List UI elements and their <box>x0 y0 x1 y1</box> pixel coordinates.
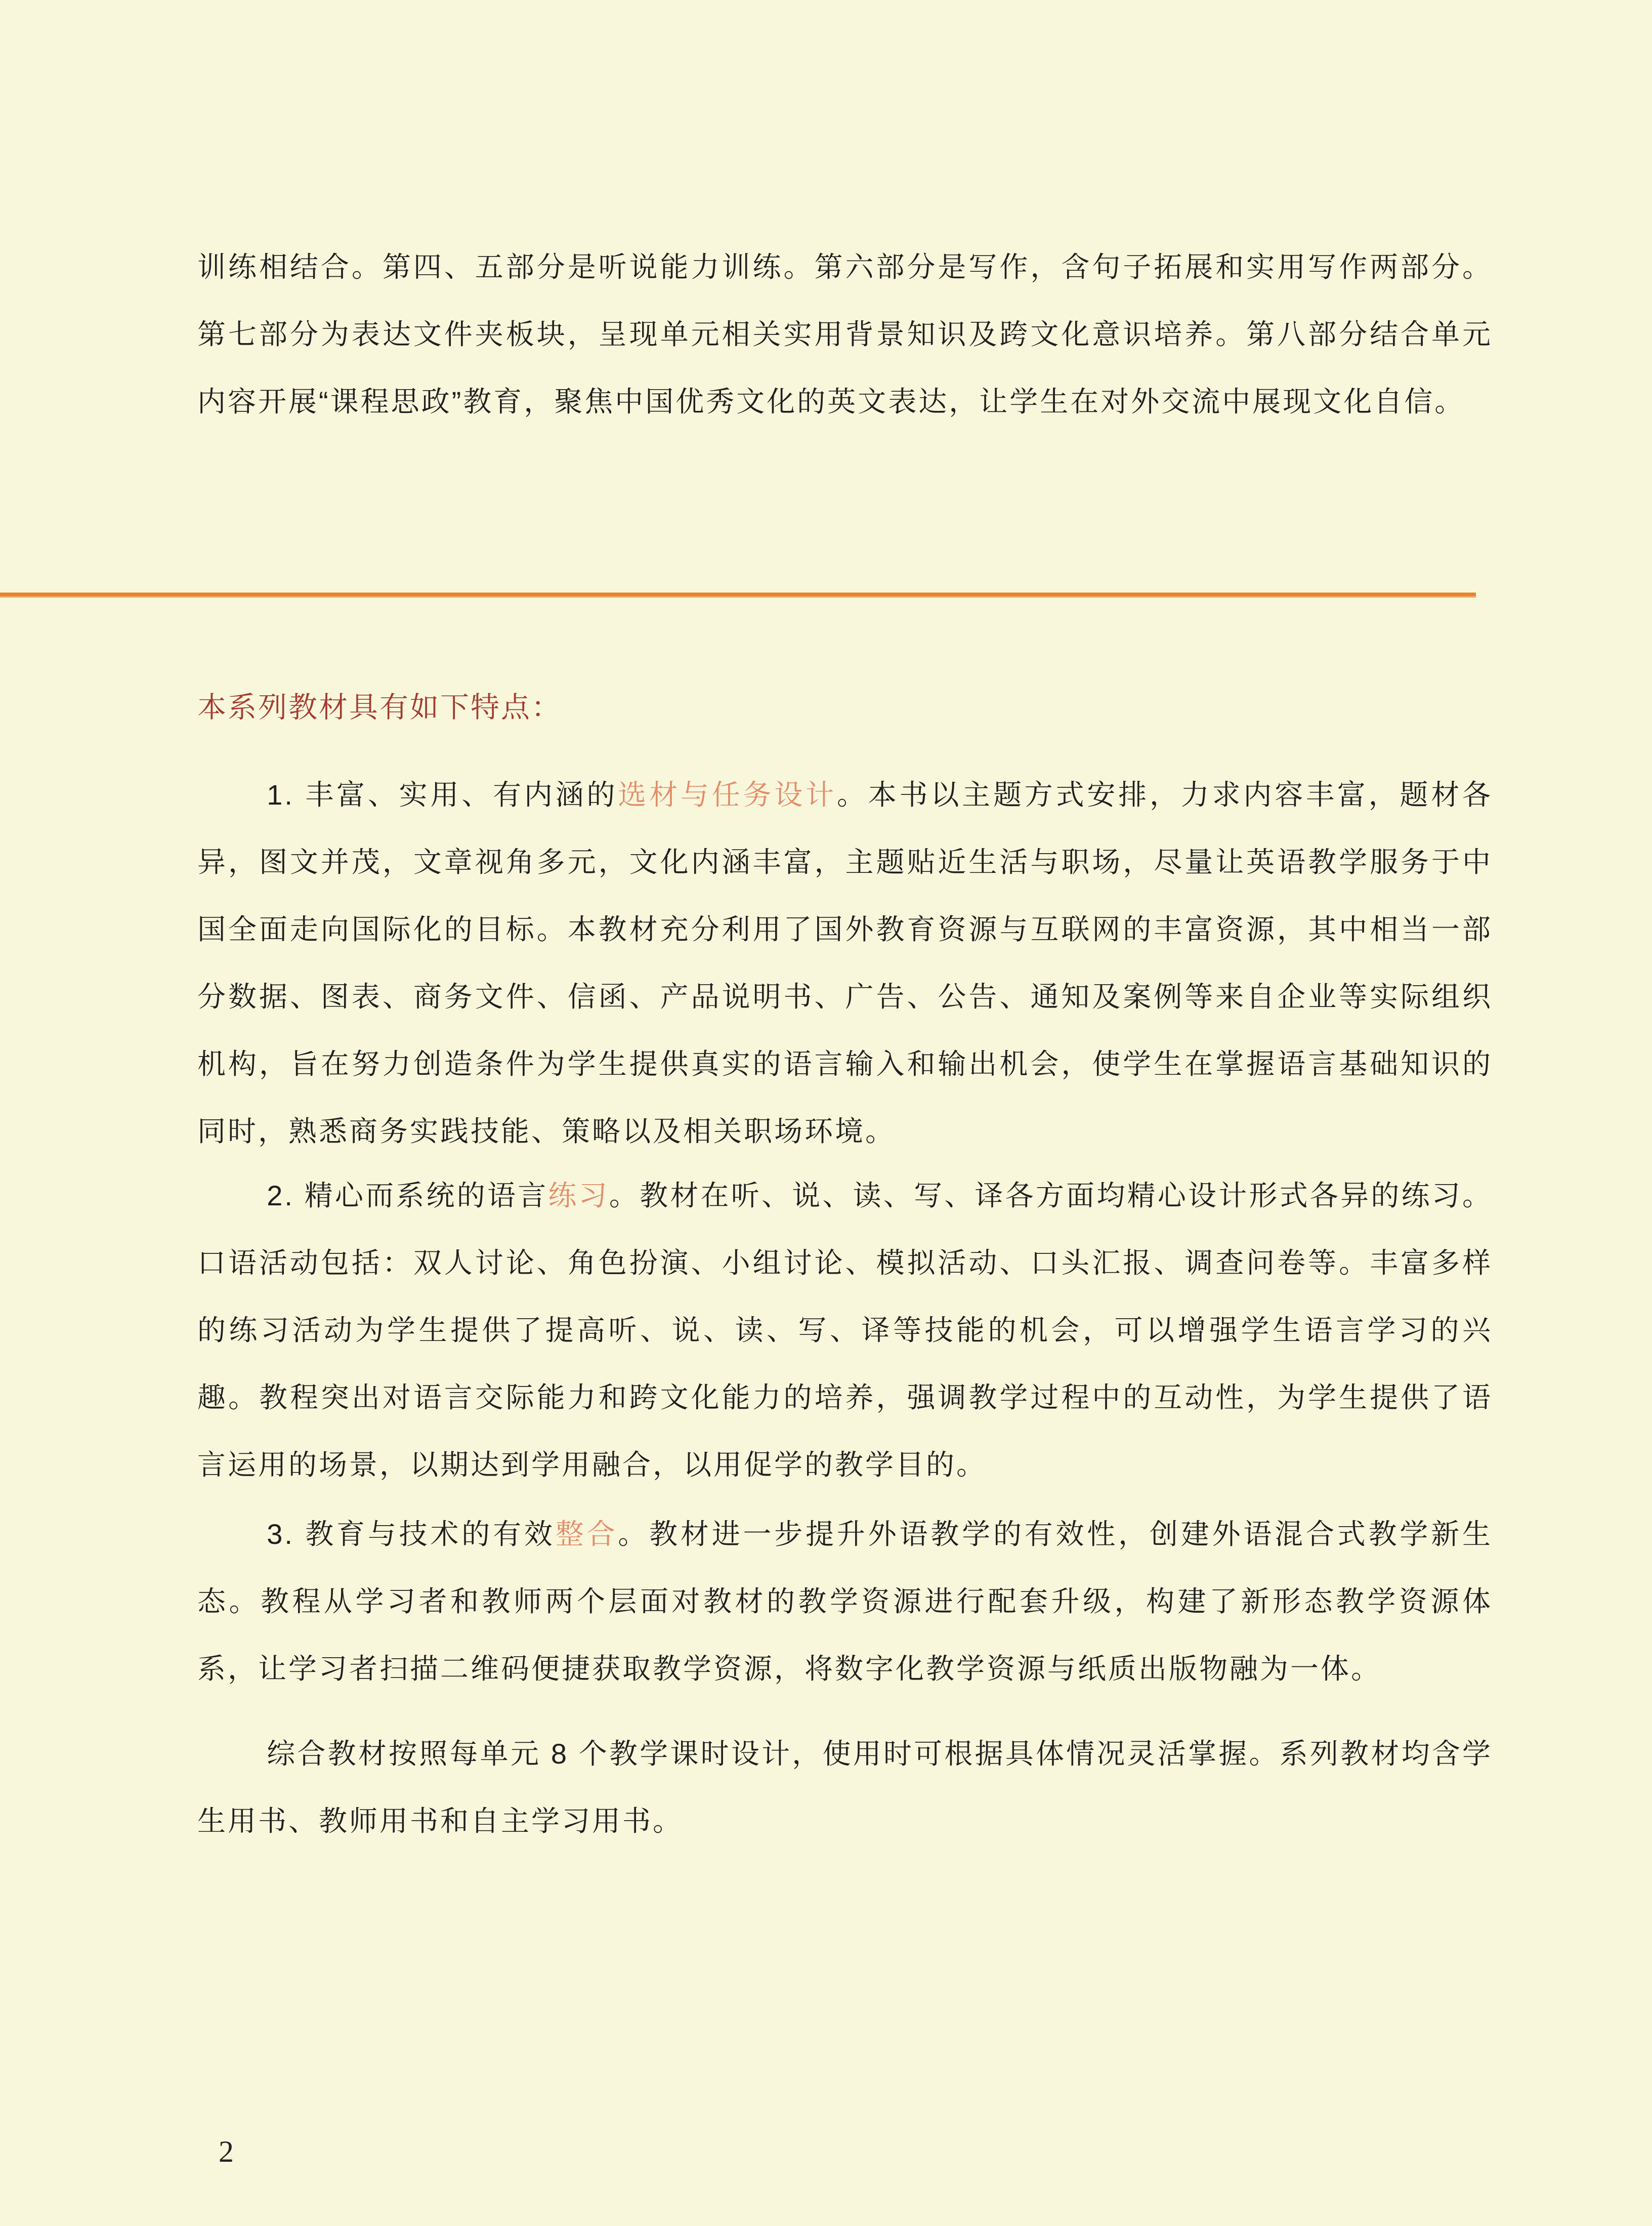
feature-1-highlight: 选材与任务设计 <box>618 779 837 811</box>
closing-paragraph: 综合教材按照每单元 8 个教学课时设计，使用时可根据具体情况灵活掌握。系列教材均含学生用书、教师用书和自主学习用书。 <box>197 1738 1493 1837</box>
feature-3-prefix: 3. 教育与技术的有效 <box>267 1518 556 1550</box>
feature-2-prefix: 2. 精心而系统的语言 <box>267 1180 548 1211</box>
section-heading: 本系列教材具有如下特点： <box>197 691 562 724</box>
feature-2-body: 。教材在听、说、读、写、译各方面均精心设计形式各异的练习。口语活动包括：双人讨论、角色扮演、小组讨论、模拟活动、口头汇报、调查问卷等。丰富多样的练习活动为学生提供了提高听、说、读、写、译等技能的机会，可以增强学生语言学习的兴趣。教程突出对语言交际能力和跨文化能力的培养，强调教学过程中的互动性，为学生提供了语言运用的场景，以期达到学用融合，以用促学的教学目的。 <box>197 1180 1493 1481</box>
feature-1-prefix: 1. 丰富、实用、有内涵的 <box>267 779 618 811</box>
page-number: 2 <box>219 2135 234 2168</box>
feature-2-highlight: 练习 <box>548 1180 609 1211</box>
intro-paragraph: 训练相结合。第四、五部分是听说能力训练。第六部分是写作，含句子拓展和实用写作两部分。第七部分为表达文件夹板块，呈现单元相关实用背景知识及跨文化意识培养。第八部分结合单元内容开展“课程思政”教育，聚焦中国优秀文化的英文表达，让学生在对外交流中展现文化自信。 <box>197 251 1493 417</box>
feature-paragraph-1 <box>197 761 1493 1165</box>
feature-paragraph-3 <box>197 1500 1493 1702</box>
section-divider-rule <box>0 593 1476 598</box>
feature-3-highlight: 整合 <box>555 1518 618 1550</box>
feature-1-body: 。本书以主题方式安排，力求内容丰富，题材各异，图文并茂，文章视角多元，文化内涵丰富，主题贴近生活与职场，尽量让英语教学服务于中国全面走向国际化的目标。本教材充分利用了国外教育资源与互联网的丰富资源，其中相当一部分数据、图表、商务文件、信函、产品说明书、广告、公告、通知及案例等来自企业等实际组织机构，旨在努力创造条件为学生提供真实的语言输入和输出机会，使学生在掌握语言基础知识的同时，熟悉商务实践技能、策略以及相关职场环境。 <box>197 779 1493 1147</box>
feature-paragraph-2 <box>197 1162 1493 1498</box>
feature-3-body: 。教材进一步提升外语教学的有效性，创建外语混合式教学新生态。教程从学习者和教师两个层面对教材的教学资源进行配套升级，构建了新形态教学资源体系，让学习者扫描二维码便捷获取教学资源，将数字化教学资源与纸质出版物融为一体。 <box>197 1518 1493 1685</box>
